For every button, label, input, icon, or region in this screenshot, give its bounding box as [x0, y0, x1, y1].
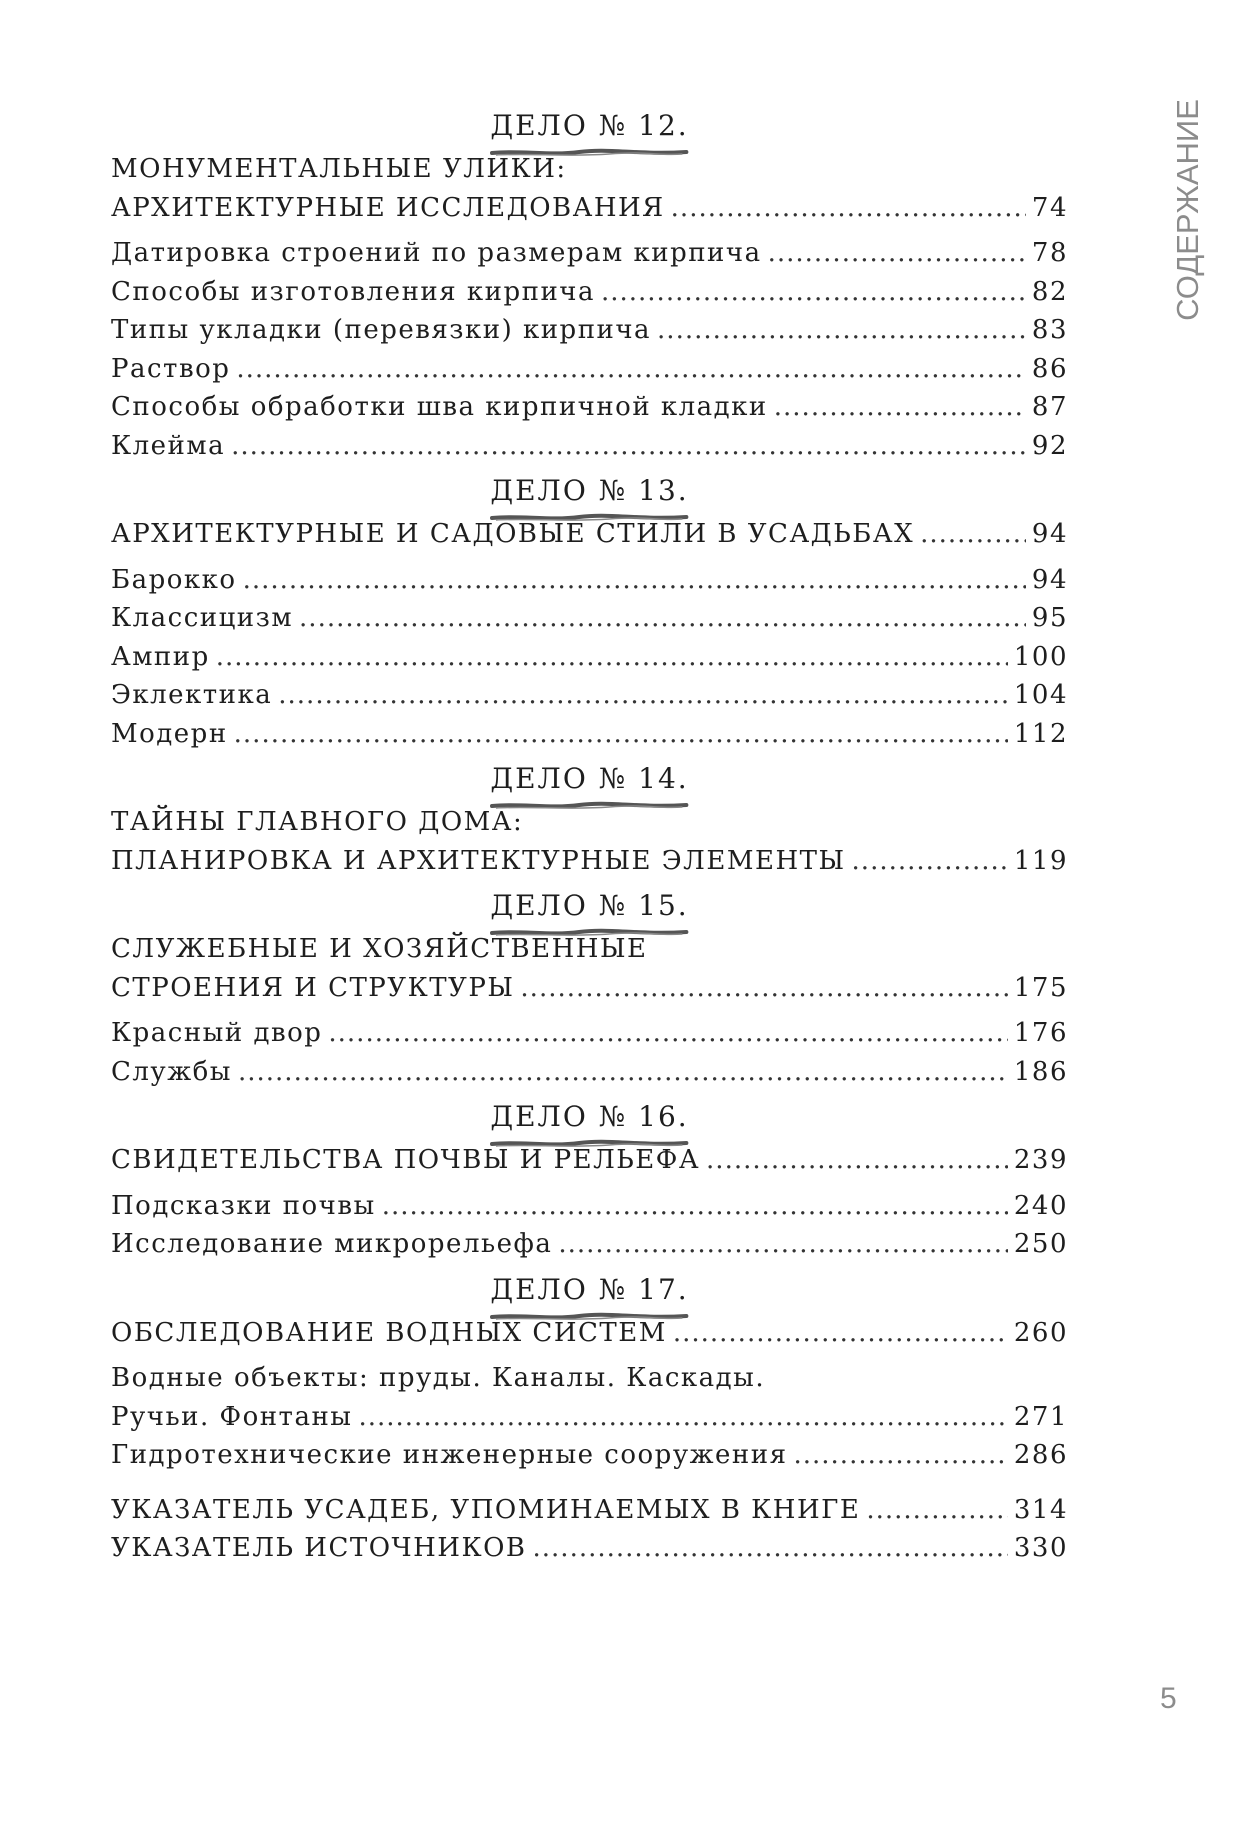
case-heading — [111, 886, 1068, 930]
dot-leader — [768, 234, 1026, 273]
entry-page-number: 100 — [1013, 641, 1068, 672]
entry-page-number: 86 — [1031, 353, 1068, 384]
dot-leader — [774, 388, 1026, 427]
entry-page-number: 330 — [1013, 1533, 1068, 1563]
entry-page-number: 186 — [1013, 1056, 1068, 1087]
case-title-entry[interactable] — [111, 969, 1068, 1008]
dot-leader — [706, 1141, 1008, 1180]
dot-leader — [216, 638, 1008, 677]
entry-label: Исследование микрорельефа — [111, 1229, 553, 1259]
entry-label: Модерн — [111, 718, 228, 749]
entry-label: АРХИТЕКТУРНЫЕ ИССЛЕДОВАНИЯ — [111, 192, 665, 223]
entry-label: АРХИТЕКТУРНЫЕ И САДОВЫЕ СТИЛИ В УСАДЬБАХ — [111, 519, 915, 549]
dot-leader — [231, 427, 1026, 466]
entry-label: СВИДЕТЕЛЬСТВА ПОЧВЫ И РЕЛЬЕФА — [111, 1145, 701, 1175]
dot-leader — [852, 842, 1008, 881]
case-title-line: ТАЙНЫ ГЛАВНОГО ДОМА: — [111, 807, 524, 837]
side-label-text: СОДЕРЖАНИЕ — [1170, 99, 1205, 321]
entry-label: Клейма — [111, 430, 226, 461]
dot-leader — [793, 1436, 1007, 1475]
toc-entry[interactable] — [111, 311, 1068, 350]
dot-leader — [671, 189, 1026, 228]
entry-label: Ручьи. Фонтаны — [111, 1401, 353, 1432]
entry-label: Подсказки почвы — [111, 1190, 376, 1221]
case-heading — [111, 1097, 1068, 1141]
entry-label: Барокко — [111, 564, 237, 595]
toc-entry[interactable] — [111, 1014, 1068, 1053]
dot-leader — [243, 561, 1026, 600]
entry-label: Гидротехнические инженерные сооружения — [111, 1440, 788, 1470]
case-heading — [111, 759, 1068, 803]
dot-leader — [236, 350, 1026, 389]
brush-underline — [490, 801, 688, 811]
case-heading — [111, 1270, 1068, 1314]
page-number: 5 — [1160, 1682, 1177, 1715]
case-heading-text: ДЕЛО № 15. — [490, 886, 688, 930]
entry-label: Классицизм — [111, 603, 294, 633]
entry-page-number: 95 — [1031, 603, 1068, 633]
entry-page-number: 83 — [1031, 315, 1068, 345]
case-title-entry[interactable] — [111, 189, 1068, 228]
toc-entry-line: Водные объекты: пруды. Каналы. Каскады. — [111, 1363, 766, 1393]
entry-page-number: 78 — [1031, 238, 1068, 268]
case-heading-text: ДЕЛО № 17. — [490, 1270, 688, 1314]
brush-underline — [490, 513, 688, 523]
entry-label: Красный двор — [111, 1018, 323, 1048]
dot-leader — [358, 1398, 1007, 1437]
toc-entry[interactable] — [111, 1053, 1068, 1092]
dot-leader — [920, 515, 1026, 554]
entry-page-number: 104 — [1013, 680, 1068, 710]
toc-entry[interactable] — [111, 561, 1068, 600]
entry-label: Способы изготовления кирпича — [111, 276, 595, 307]
entry-label: ПЛАНИРОВКА И АРХИТЕКТУРНЫЕ ЭЛЕМЕНТЫ — [111, 845, 846, 876]
brush-underline — [490, 1139, 688, 1149]
entry-label: Службы — [111, 1056, 232, 1087]
entry-label: УКАЗАТЕЛЬ ИСТОЧНИКОВ — [111, 1533, 527, 1563]
dot-leader — [558, 1225, 1008, 1264]
dot-leader — [328, 1014, 1007, 1053]
case-title-line: МОНУМЕНТАЛЬНЫЕ УЛИКИ: — [111, 154, 567, 184]
case-heading-text: ДЕЛО № 16. — [490, 1097, 688, 1141]
toc-entry[interactable] — [111, 388, 1068, 427]
toc-entry[interactable] — [111, 234, 1068, 273]
case-heading-text: ДЕЛО № 14. — [490, 759, 688, 803]
toc-entry[interactable] — [111, 638, 1068, 677]
entry-page-number: 286 — [1013, 1440, 1068, 1470]
toc-entry[interactable] — [111, 715, 1068, 754]
entry-page-number: 119 — [1013, 845, 1068, 876]
case-title-entry[interactable] — [111, 842, 1068, 881]
case-heading — [111, 106, 1068, 150]
entry-page-number: 271 — [1013, 1401, 1068, 1432]
entry-page-number: 82 — [1031, 276, 1068, 307]
entry-page-number: 74 — [1031, 192, 1068, 223]
brush-underline — [490, 1312, 688, 1322]
entry-page-number: 314 — [1013, 1494, 1068, 1525]
dot-leader — [278, 676, 1008, 715]
side-label — [1168, 99, 1208, 321]
entry-page-number: 176 — [1013, 1018, 1068, 1048]
index-entry[interactable] — [111, 1491, 1068, 1530]
toc-entry[interactable] — [111, 273, 1068, 312]
toc-entry[interactable] — [111, 1187, 1068, 1226]
entry-label: Способы обработки шва кирпичной кладки — [111, 392, 768, 422]
toc-entry[interactable] — [111, 350, 1068, 389]
table-of-contents — [111, 100, 1068, 1568]
entry-page-number: 239 — [1013, 1145, 1068, 1175]
toc-entry[interactable] — [111, 1398, 1068, 1437]
toc-entry[interactable] — [111, 427, 1068, 466]
entry-page-number: 260 — [1013, 1317, 1068, 1348]
dot-leader — [382, 1187, 1008, 1226]
entry-label: Датировка строений по размерам кирпича — [111, 238, 762, 268]
entry-page-number: 175 — [1013, 972, 1068, 1003]
entry-page-number: 87 — [1031, 392, 1068, 422]
case-heading — [111, 471, 1068, 515]
entry-label: УКАЗАТЕЛЬ УСАДЕБ, УПОМИНАЕМЫХ В КНИГЕ — [111, 1494, 861, 1525]
entry-page-number: 94 — [1031, 519, 1068, 549]
entry-label: Типы укладки (перевязки) кирпича — [111, 315, 652, 345]
entry-label: ОБСЛЕДОВАНИЕ ВОДНЫХ СИСТЕМ — [111, 1317, 667, 1348]
entry-page-number: 240 — [1013, 1190, 1068, 1221]
brush-underline — [490, 928, 688, 938]
entry-page-number: 112 — [1013, 718, 1068, 749]
entry-page-number: 92 — [1031, 430, 1068, 461]
toc-entry[interactable] — [111, 1225, 1068, 1264]
case-heading-text: ДЕЛО № 12. — [490, 106, 688, 150]
case-title-line: СЛУЖЕБНЫЕ И ХОЗЯЙСТВЕННЫЕ — [111, 934, 648, 964]
toc-entry[interactable] — [111, 676, 1068, 715]
toc-entry[interactable] — [111, 599, 1068, 638]
dot-leader — [673, 1314, 1008, 1353]
dot-leader — [866, 1491, 1008, 1530]
toc-entry[interactable] — [111, 1436, 1068, 1475]
dot-leader — [238, 1053, 1008, 1092]
dot-leader — [520, 969, 1007, 1008]
case-heading-text: ДЕЛО № 13. — [490, 471, 688, 515]
dot-leader — [657, 311, 1026, 350]
brush-underline — [490, 148, 688, 158]
entry-label: СТРОЕНИЯ И СТРУКТУРЫ — [111, 972, 515, 1003]
entry-page-number: 94 — [1031, 564, 1068, 595]
dot-leader — [234, 715, 1008, 754]
dot-leader — [601, 273, 1026, 312]
dot-leader — [299, 599, 1026, 638]
index-entry[interactable] — [111, 1529, 1068, 1568]
dot-leader — [533, 1529, 1008, 1568]
entry-label: Ампир — [111, 641, 210, 672]
entry-page-number: 250 — [1013, 1229, 1068, 1259]
entry-label: Раствор — [111, 353, 231, 384]
entry-label: Эклектика — [111, 680, 273, 710]
